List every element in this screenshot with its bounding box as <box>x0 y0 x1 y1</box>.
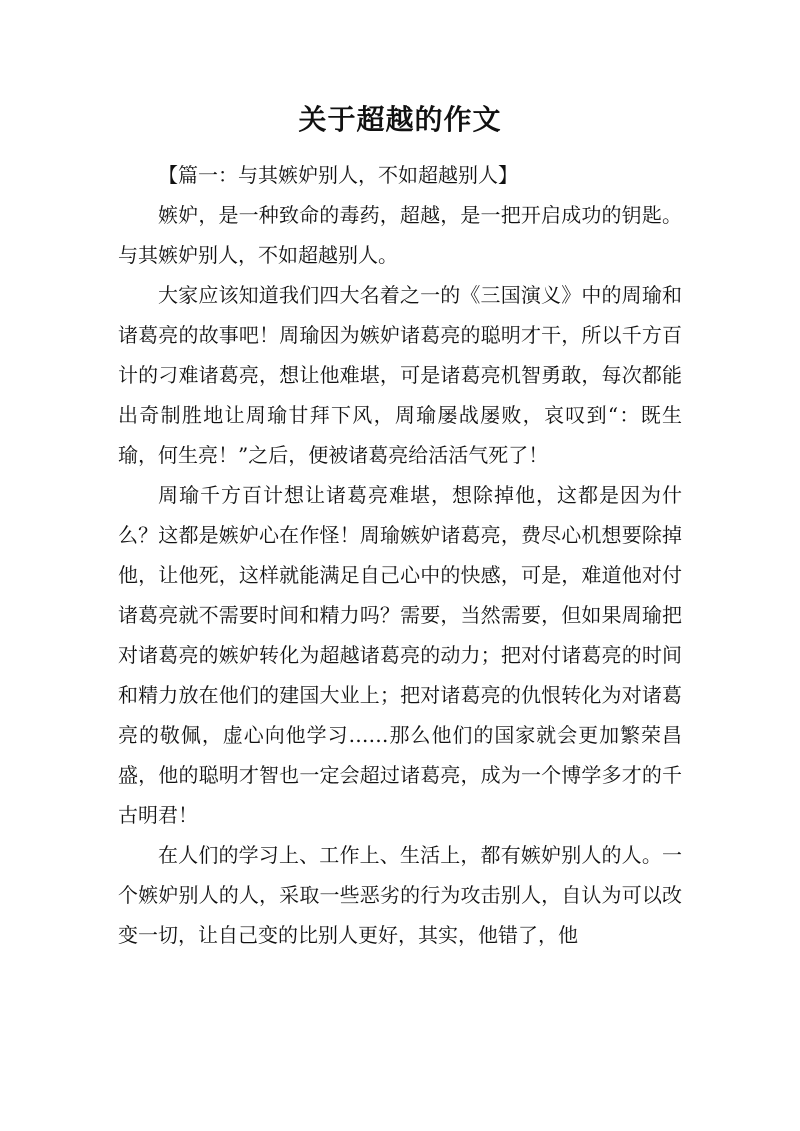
paragraph: 大家应该知道我们四大名着之一的《三国演义》中的周瑜和诸葛亮的故事吧！周瑜因为嫉妒诸葛亮的聪明才干，所以千方百计的刁难诸葛亮，想让他难堪，可是诸葛亮机智勇敢，每次都能出奇制胜地让周瑜甘拜下风，周瑜屡战屡败，哀叹到“：既生瑜，何生亮！”之后，便被诸葛亮给活活气死了！ <box>118 283 682 467</box>
essay-body <box>118 155 682 955</box>
paragraph: 在人们的学习上、工作上、生活上，都有嫉妒别人的人。一个嫉妒别人的人，采取一些恶劣的行为攻击别人，自认为可以改变一切，让自己变的比别人更好，其实，他错了，他 <box>118 843 682 947</box>
section-heading: 【篇一：与其嫉妒别人，不如超越别人】 <box>158 163 518 187</box>
page-title: 关于超越的作文 <box>298 103 502 136</box>
paragraph: 周瑜千方百计想让诸葛亮难堪，想除掉他，这都是因为什么？这都是嫉妒心在作怪！周瑜嫉妒诸葛亮，费尽心机想要除掉他，让他死，这样就能满足自己心中的快感，可是，难道他对付诸葛亮就不需要时间和精力吗？需要，当然需要，但如果周瑜把对诸葛亮的嫉妒转化为超越诸葛亮的动力；把对付诸葛亮的时间和精力放在他们的建国大业上；把对诸葛亮的仇恨转化为对诸葛亮的敬佩，虚心向他学习……那么他们的国家就会更加繁荣昌盛，他的聪明才智也一定会超过诸葛亮，成为一个博学多才的千古明君！ <box>118 483 682 827</box>
paragraph: 嫉妒，是一种致命的毒药，超越，是一把开启成功的钥匙。与其嫉妒别人，不如超越别人。 <box>118 203 682 267</box>
